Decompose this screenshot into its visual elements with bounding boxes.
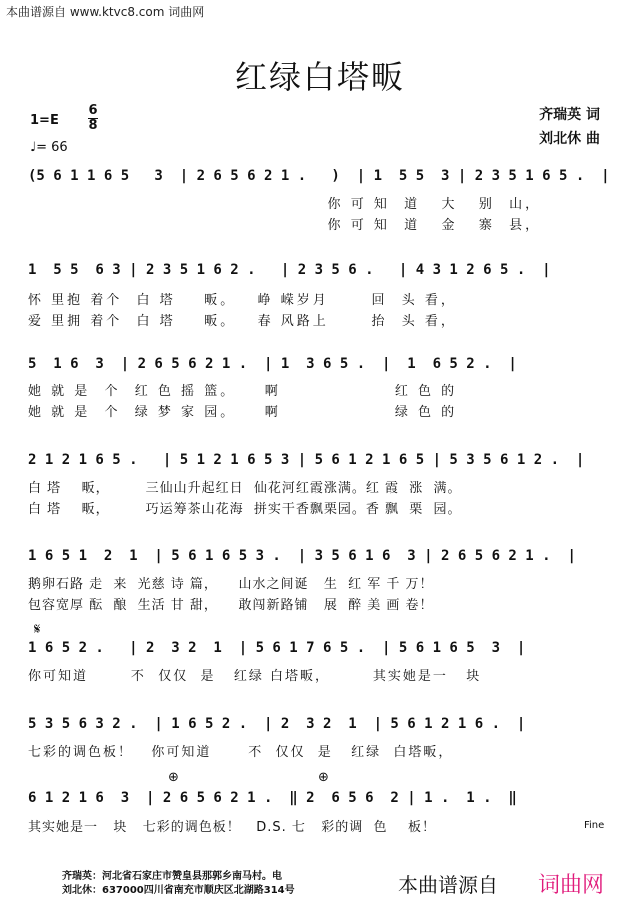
lyric-line-2a: 怀 里抱 着个 白 塔 畈。 峥 嵘岁月 回 头 看， — [28, 293, 457, 308]
lyric-line-6a: 你可知道 不 仅仅 是 红绿 白塔畈， 其实她是一 块 — [28, 669, 482, 684]
segno-sign: 𝄋 — [34, 620, 41, 638]
lyric-line-3a: 她 就 是 个 红 色 摇 篮。 啊 红 色 的 — [28, 384, 458, 399]
key-signature: 1=E — [30, 113, 59, 128]
notation-line-7: 5 3 5 6 3 2 . | 1 6 5 2 . | 2 3 2 1 | 5 6 1 2 1 6 . | — [28, 716, 526, 732]
brand-text-right: 词曲网 — [538, 873, 605, 898]
notation-line-3: 5 1 6 3 | 2 6 5 6 2 1 . | 1 3 6 5 . | 1 6 5 2 . | — [28, 356, 517, 372]
fine-mark: Fine — [584, 820, 605, 831]
notation-line-2: 1 5 5 6 3 | 2 3 5 1 6 2 . | 2 3 5 6 . | 4 3 1 2 6 5 . | — [28, 262, 551, 278]
lyric-line-4b: 白 塔 畈， 巧运筹茶山花海 拼实干香飘栗园。香 飘 栗 园。 — [28, 502, 462, 517]
song-title: 红绿白塔畈 — [234, 58, 405, 96]
lyric-line-5a: 鹅卵石路 走 来 光慈 诗 篇， 山水之间诞 生 红 军 千 万！ — [28, 577, 434, 592]
notation-line-5: 1 6 5 1 2 1 | 5 6 1 6 5 3 . | 3 5 6 1 6 3 | 2 6 5 6 2 1 . | — [28, 548, 576, 564]
lyric-line-3b: 她 就 是 个 绿 梦 家 园。 啊 绿 色 的 — [28, 405, 458, 420]
footer-address-2: 刘北休：637000四川省南充市顺庆区北湖路314号 — [62, 885, 295, 896]
time-top: 6 — [88, 103, 98, 118]
lyricist-credit: 齐瑞英 词 — [539, 107, 600, 123]
time-signature — [88, 104, 98, 133]
lyric-line-1b: 你 可 知 道 金 寨 县， — [28, 218, 542, 233]
notation-line-4: 2 1 2 1 6 5 . | 5 1 2 1 6 5 3 | 5 6 1 2 1 6 5 | 5 3 5 6 1 2 . | — [28, 452, 585, 468]
brand-text-left: 本曲谱源自 — [398, 873, 498, 897]
lyric-line-2b: 爱 里拥 着个 白 塔 畈。 春 风路上 抬 头 看， — [28, 314, 457, 329]
notation-line-8: 6 1 2 1 6 3 | 2 6 5 6 2 1 . ‖ 2 6 5 6 2 | 1 . 1 . ‖ — [28, 790, 517, 806]
coda-sign-1: ⊕ — [168, 770, 179, 785]
lyric-line-4a: 白 塔 畈， 三仙山升起红日 仙花河红霞涨满。红 霞 涨 满。 — [28, 481, 462, 496]
composer-credit: 刘北休 曲 — [539, 131, 600, 147]
site-header: 本曲谱源自 www.ktvc8.com 词曲网 — [6, 5, 205, 19]
lyric-line-1a: 你 可 知 道 大 别 山， — [28, 197, 542, 212]
lyric-line-8a: 其实她是一 块 七彩的调色板！ D.S. 七 彩的调 色 板！ — [28, 820, 437, 835]
time-bottom: 8 — [88, 118, 98, 133]
lyric-line-7a: 七彩的调色板！ 你可知道 不 仅仅 是 红绿 白塔畈， — [28, 745, 454, 760]
notation-line-6: 1 6 5 2 . | 2 3 2 1 | 5 6 1 7 6 5 . | 5 6 1 6 5 3 | — [28, 640, 526, 656]
footer-address-1: 齐瑞英：河北省石家庄市赞皇县那郭乡南马村。电 — [62, 871, 282, 882]
lyric-line-5b: 包容宽厚 酝 酿 生活 甘 甜， 敢闯新路铺 展 醉 美 画 卷！ — [28, 598, 434, 613]
notation-line-1: (5 6 1 1 6 5 3 | 2 6 5 6 2 1 . ) | 1 5 5 3 | 2 3 5 1 6 5 . | — [28, 168, 610, 184]
tempo-mark: ♩= 66 — [30, 140, 68, 155]
coda-sign-2: ⊕ — [318, 770, 329, 785]
